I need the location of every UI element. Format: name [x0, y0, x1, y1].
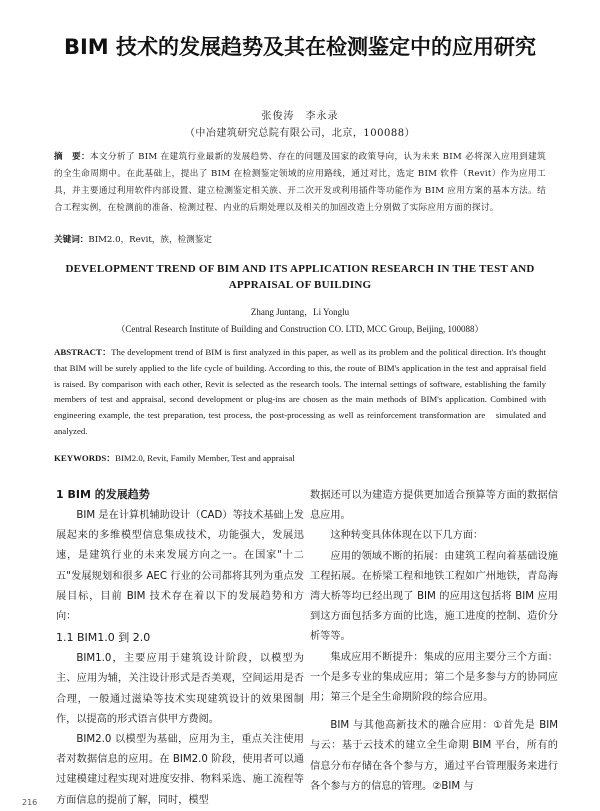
body-paragraph: BIM2.0 以模型为基础，应用为主，重点关注使用者对数据信息的应用。在 BIM2.0 阶段，使用者可以通过建模建过程实现对进度安排、物料采选、施工流程等方面信息的提前了解，同时，模型 [56, 734, 304, 806]
section-heading-1: 1 BIM 的发展趋势 [56, 488, 150, 501]
paper-title-en: DEVELOPMENT TREND OF BIM AND ITS APPLICATION RESEARCH IN THE TEST AND APPRAISAL OF BUILDING [65, 263, 535, 291]
section-heading-1-1: 1.1 BIM1.0 到 2.0 [56, 631, 151, 645]
body-column-right [310, 486, 558, 797]
abstract-cn [54, 149, 546, 217]
keywords-en [54, 451, 546, 465]
abstract-cn-label: 摘 要： [54, 152, 90, 162]
affiliation-en: （Central Research Institute of Building and Construction CO. LTD, MCC Group, Beijing, 100088） [116, 324, 484, 334]
authors-en: Zhang Juntang，Li Yonglu [250, 307, 350, 317]
keywords-cn-text: BIM2.0，Revit，族，检测鉴定 [88, 235, 212, 245]
page-number: 216 [22, 798, 38, 807]
keywords-en-label: KEYWORDS： [54, 453, 116, 463]
abstract-cn-text: 本文分析了 BIM 在建筑行业最新的发展趋势、存在的问题及国家的政策导向，认为未来 BIM 必将深入应用到建筑的全生命周期中。在此基础上，提出了 BIM 在检测鉴定领域的应用路线，通过对比，选定 BIM 软件（Revit）作为应用工具，并主要通过利用软件内部设置、建立检测鉴定相关族、开二次开发或利用插件等功能作为 BIM 应用方案的基本方法。结合工程实例，在检测前的准备、检测过程、内业的后期处理以及相关的加固改造上分别做了实际应用方面的探讨。 [54, 152, 546, 213]
body-paragraph: 应用的领域不断的拓展：由建筑工程向着基础设施工程拓展。在桥梁工程和地铁工程如广州地铁，青岛海湾大桥等均已经出现了 BIM 的应用这包括将 BIM 应用到这方面包括多方面的比选，施工进度的控制、造价分析等等。 [310, 550, 558, 643]
keywords-cn [54, 233, 546, 247]
keywords-cn-label: 关键词： [54, 235, 89, 245]
body-paragraph: 这种转变具体体现在以下几方面： [330, 530, 484, 542]
body-paragraph: BIM 与其他高新技术的融合应用：①首先是 BIM 与云：基于云技术的建立全生命期 BIM 平台，所有的信息分布存储在各个参与方，通过平台管理服务来进行各个参与方的信息的管理。②BIM 与 [310, 720, 558, 792]
abstract-en-label: ABSTRACT： [54, 347, 112, 357]
body-paragraph: 数据还可以为建造方提供更加适合预算等方面的数据信息应用。 [310, 490, 558, 522]
body-paragraph: 集成应用不断提升：集成的应用主要分三个方面：一个是多专业的集成应用；第二个是多参与方的协同应用；第三个是全生命期阶段的综合应用。 [310, 651, 558, 704]
body-paragraph: BIM 是在计算机辅助设计（CAD）等技术基础上发展起来的多维模型信息集成技术，功能强大，发展迅速，是建筑行业的未来发展方向之一。在国家"十二五"发展规划和很多 AEC 行业的公司都将其列为重点发展目标，目前 BIM 技术存在着以下的发展趋势和方向： [56, 510, 304, 623]
body-column-left [56, 484, 304, 811]
paper-title-cn: BIM 技术的发展趋势及其在检测鉴定中的应用研究 [63, 35, 537, 59]
keywords-en-text: BIM2.0, Revit, Family Member, Test and appraisal [115, 453, 295, 463]
affiliation-cn: （中冶建筑研究总院有限公司，北京，100088） [184, 128, 416, 139]
body-paragraph: BIM1.0，主要应用于建筑设计阶段，以模型为主、应用为辅，关注设计形式是否美观，空间运用是否合理，一般通过滋染等技术实现建筑设计的效果图制作，以提高的形式语言供甲方费阅。 [56, 653, 304, 725]
abstract-en-text: The development trend of BIM is first analyzed in this paper, as well as its problem and the political direction. It's thought that BIM will be surely applied to the life cycle of building. According to this, the route of BIM's application in the test and appraisal field is raised. By comparison with each other, Revit is selected as the research tools. The internal settings of software, establishing the family members of test and appraisal, second development or plug-ins are chosen as the main methods of BIM's application. Combined with engineering example, the test preparation, test process, the post-processing as well as reinforcement transformation are simulated and analyzed. [54, 347, 555, 436]
authors-cn: 张俊涛 李永录 [261, 111, 339, 122]
abstract-en [54, 345, 555, 440]
